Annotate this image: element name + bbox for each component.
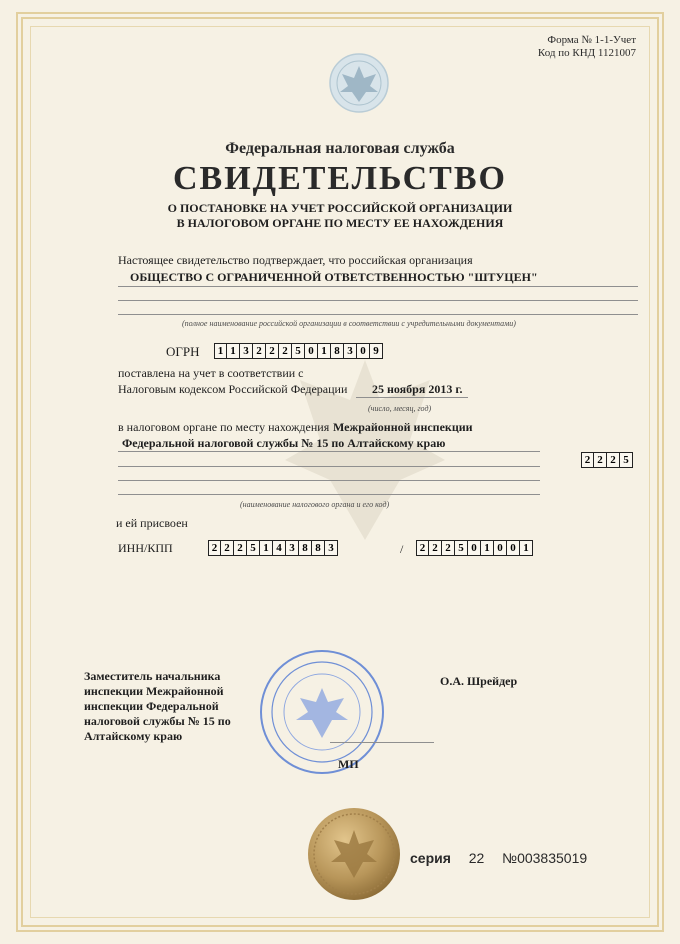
- inn-boxes: [208, 540, 338, 556]
- tax-authority-name-2: Федеральной налоговой службы № 15 по Алтайскому краю: [122, 436, 446, 450]
- authority-line-2: [118, 466, 540, 467]
- authority-line-3: [118, 480, 540, 481]
- inn-kpp-separator: /: [400, 542, 404, 556]
- authority-note: (наименование налогового органа и его код): [240, 500, 390, 509]
- inn-digit: 2: [208, 540, 221, 556]
- form-number: Форма № 1-1-Учет: [547, 34, 636, 46]
- authority-line-4: [118, 494, 540, 495]
- inn-digit: 3: [286, 540, 299, 556]
- ogrn-digit: 3: [240, 343, 253, 359]
- authority-line-1: [118, 451, 540, 452]
- authority-code-boxes: [581, 452, 633, 468]
- assigned-text: и ей присвоен: [116, 516, 188, 530]
- org-name-line-3: [118, 314, 638, 315]
- org-name-line-2: [118, 300, 638, 301]
- tax-authority-name-1: Межрайонной инспекции: [333, 420, 473, 434]
- signer-position: Заместитель начальника инспекции Межрайонной инспекции Федеральной налоговой службы № 15 по Алтайскому краю: [84, 669, 231, 743]
- form-code: [538, 34, 636, 60]
- date-note: (число, месяц, год): [368, 404, 432, 413]
- org-name-note: (полное наименование российской организации в соответствии с учредительными документами): [182, 319, 516, 328]
- series-label: серия: [410, 850, 451, 866]
- mp-mark: МП: [338, 757, 359, 771]
- series-number: №003835019: [502, 850, 588, 866]
- signature-line: [330, 742, 434, 743]
- document-subtitle: [0, 201, 680, 231]
- ogrn-digit: 1: [227, 343, 240, 359]
- ogrn-digit: 0: [305, 343, 318, 359]
- emblem-hologram-icon: [328, 52, 390, 114]
- organization-name: ОБЩЕСТВО С ОГРАНИЧЕННОЙ ОТВЕТСТВЕННОСТЬЮ "ШТУЦЕН": [130, 270, 538, 284]
- ogrn-digit: 2: [253, 343, 266, 359]
- inn-digit: 3: [325, 540, 338, 556]
- inn-digit: 2: [234, 540, 247, 556]
- ogrn-digit: 8: [331, 343, 344, 359]
- knd-code: Код по КНД 1121007: [537, 47, 636, 59]
- kpp-digit: 0: [507, 540, 520, 556]
- official-stamp-icon: [258, 648, 386, 776]
- inn-digit: 4: [273, 540, 286, 556]
- kpp-digit: 0: [494, 540, 507, 556]
- inn-kpp-label: ИНН/КПП: [118, 541, 173, 555]
- ogrn-digit: 9: [370, 343, 383, 359]
- authority-code-digit: 5: [620, 452, 633, 468]
- gold-seal-icon: [306, 806, 402, 902]
- inn-digit: 5: [247, 540, 260, 556]
- document-title: СВИДЕТЕЛЬСТВО: [173, 160, 507, 197]
- signer-name: О.А. Шрейдер: [440, 674, 518, 688]
- kpp-digit: 2: [416, 540, 429, 556]
- authority-code-digit: 2: [581, 452, 594, 468]
- series-value: 22: [468, 850, 485, 866]
- inn-digit: 8: [299, 540, 312, 556]
- tax-authority-lead: в налоговом органе по месту нахождения: [118, 420, 330, 434]
- kpp-boxes: [416, 540, 533, 556]
- agency-name: Федеральная налоговая служба: [225, 140, 455, 157]
- org-name-underline: [118, 286, 638, 287]
- series-block: [410, 850, 587, 866]
- authority-code-digit: 2: [607, 452, 620, 468]
- kpp-digit: 5: [455, 540, 468, 556]
- ogrn-digit: 3: [344, 343, 357, 359]
- inn-digit: 1: [260, 540, 273, 556]
- kpp-digit: 2: [442, 540, 455, 556]
- registration-date: 25 ноября 2013 г.: [372, 382, 463, 396]
- inn-digit: 8: [312, 540, 325, 556]
- kpp-digit: 1: [481, 540, 494, 556]
- ogrn-digit: 2: [266, 343, 279, 359]
- authority-code-digit: 2: [594, 452, 607, 468]
- ogrn-boxes: [214, 343, 383, 359]
- inn-digit: 2: [221, 540, 234, 556]
- date-underline: [356, 397, 468, 398]
- ogrn-digit: 2: [279, 343, 292, 359]
- registered-line-2: Налоговым кодексом Российской Федерации: [118, 382, 348, 396]
- ogrn-digit: 0: [357, 343, 370, 359]
- ogrn-digit: 1: [214, 343, 227, 359]
- kpp-digit: 2: [429, 540, 442, 556]
- kpp-digit: 0: [468, 540, 481, 556]
- subtitle-line-1: О ПОСТАНОВКЕ НА УЧЕТ РОССИЙСКОЙ ОРГАНИЗАЦИИ: [167, 201, 513, 215]
- ogrn-digit: 1: [318, 343, 331, 359]
- kpp-digit: 1: [520, 540, 533, 556]
- ogrn-digit: 5: [292, 343, 305, 359]
- subtitle-line-2: В НАЛОГОВОМ ОРГАНЕ ПО МЕСТУ ЕЕ НАХОЖДЕНИЯ: [176, 216, 504, 230]
- ogrn-label: ОГРН: [166, 344, 200, 359]
- registered-line-1: поставлена на учет в соответствии с: [118, 366, 304, 380]
- confirm-text: Настоящее свидетельство подтверждает, что российская организация: [118, 253, 473, 267]
